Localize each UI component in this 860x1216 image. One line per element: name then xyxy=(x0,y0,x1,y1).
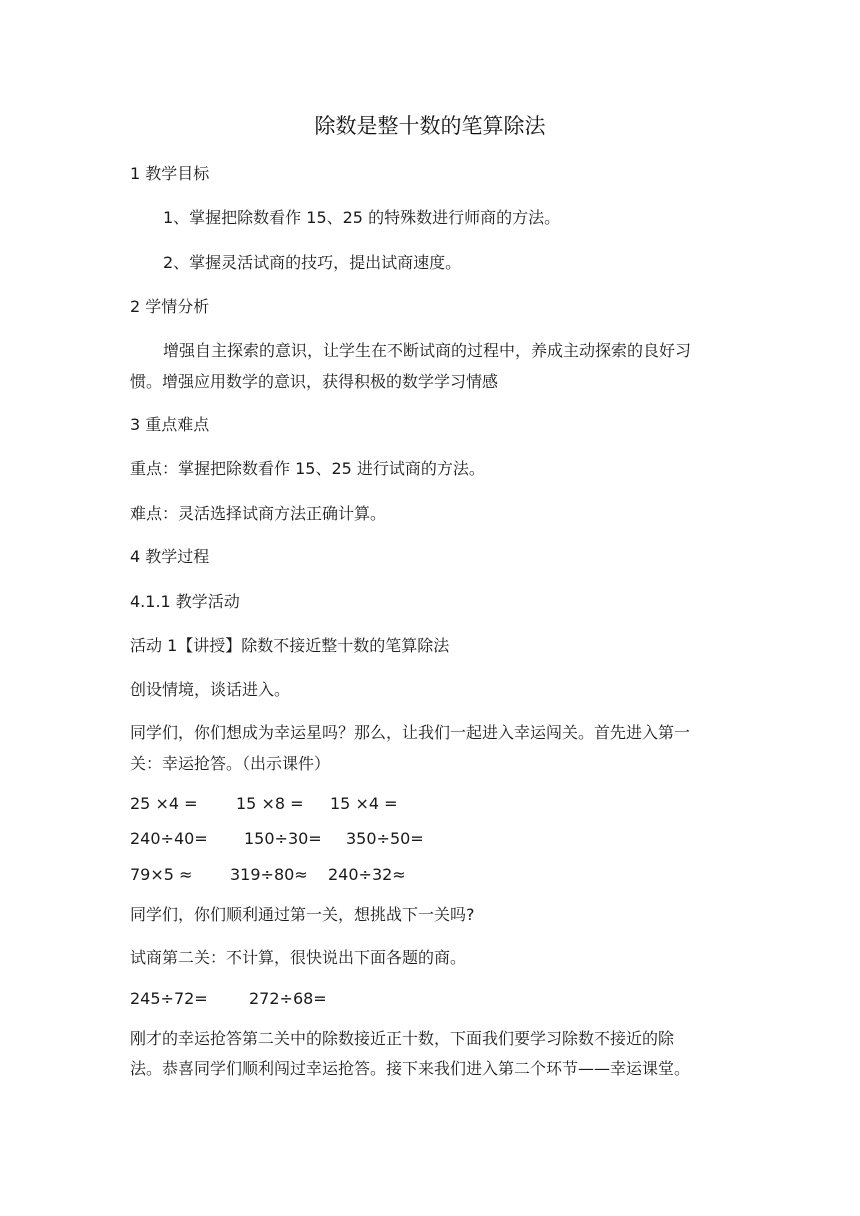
equation: 350÷50= xyxy=(346,829,424,848)
analysis-paragraph-line-2: 惯。增强应用数学的意识，获得积极的数学学习情感 xyxy=(130,372,499,391)
paragraph-4-line-1: 刚才的幸运抢答第二关中的除数接近正十数，下面我们要学习除数不接近的除 xyxy=(130,1029,675,1048)
equation: 79×5 ≈ xyxy=(130,865,193,884)
equation: 150÷30= xyxy=(244,829,322,848)
equation: 240÷40= xyxy=(130,829,208,848)
equation: 25 ×4 = xyxy=(130,794,198,813)
section-heading-process: 4 教学过程 xyxy=(130,547,210,566)
section-heading-analysis: 2 学情分析 xyxy=(130,297,210,316)
intro-text: 创设情境，谈话进入。 xyxy=(130,680,291,699)
difficult-point-text: 难点：灵活选择试商方法正确计算。 xyxy=(130,504,387,523)
paragraph-4-line-2: 法。恭喜同学们顺利闯过幸运抢答。接下来我们进入第二个环节——幸运课堂。 xyxy=(130,1059,691,1078)
paragraph-2: 同学们，你们顺利通过第一关，想挑战下一关吗? xyxy=(130,905,475,924)
document-title: 除数是整十数的笔算除法 xyxy=(314,114,546,138)
activity-1-heading: 活动 1【讲授】除数不接近整十数的笔算除法 xyxy=(130,636,450,655)
analysis-paragraph-line-1: 增强自主探索的意识，让学生在不断试商的过程中，养成主动探索的良好习 xyxy=(163,341,692,360)
section-heading-objectives: 1 教学目标 xyxy=(130,164,210,183)
equation: 15 ×8 = xyxy=(236,794,304,813)
subsection-heading-activities: 4.1.1 教学活动 xyxy=(130,592,240,611)
equation: 245÷72= xyxy=(130,989,208,1008)
equation: 272÷68= xyxy=(249,989,327,1008)
equation: 240÷32≈ xyxy=(328,865,406,884)
equation: 319÷80≈ xyxy=(230,865,308,884)
paragraph-1-line-2: 关：幸运抢答。（出示课件） xyxy=(130,754,331,773)
paragraph-1-line-1: 同学们，你们想成为幸运星吗？那么，让我们一起进入幸运闯关。首先进入第一 xyxy=(130,723,691,742)
section-heading-key-points: 3 重点难点 xyxy=(130,415,210,434)
paragraph-3: 试商第二关：不计算，很快说出下面各题的商。 xyxy=(130,948,467,967)
objective-item-1: 1、掌握把除数看作 15、25 的特殊数进行师商的方法。 xyxy=(163,208,561,227)
objective-item-2: 2、掌握灵活试商的技巧，提出试商速度。 xyxy=(163,253,462,272)
key-point-text: 重点：掌握把除数看作 15、25 进行试商的方法。 xyxy=(130,459,485,478)
equation: 15 ×4 = xyxy=(330,794,398,813)
